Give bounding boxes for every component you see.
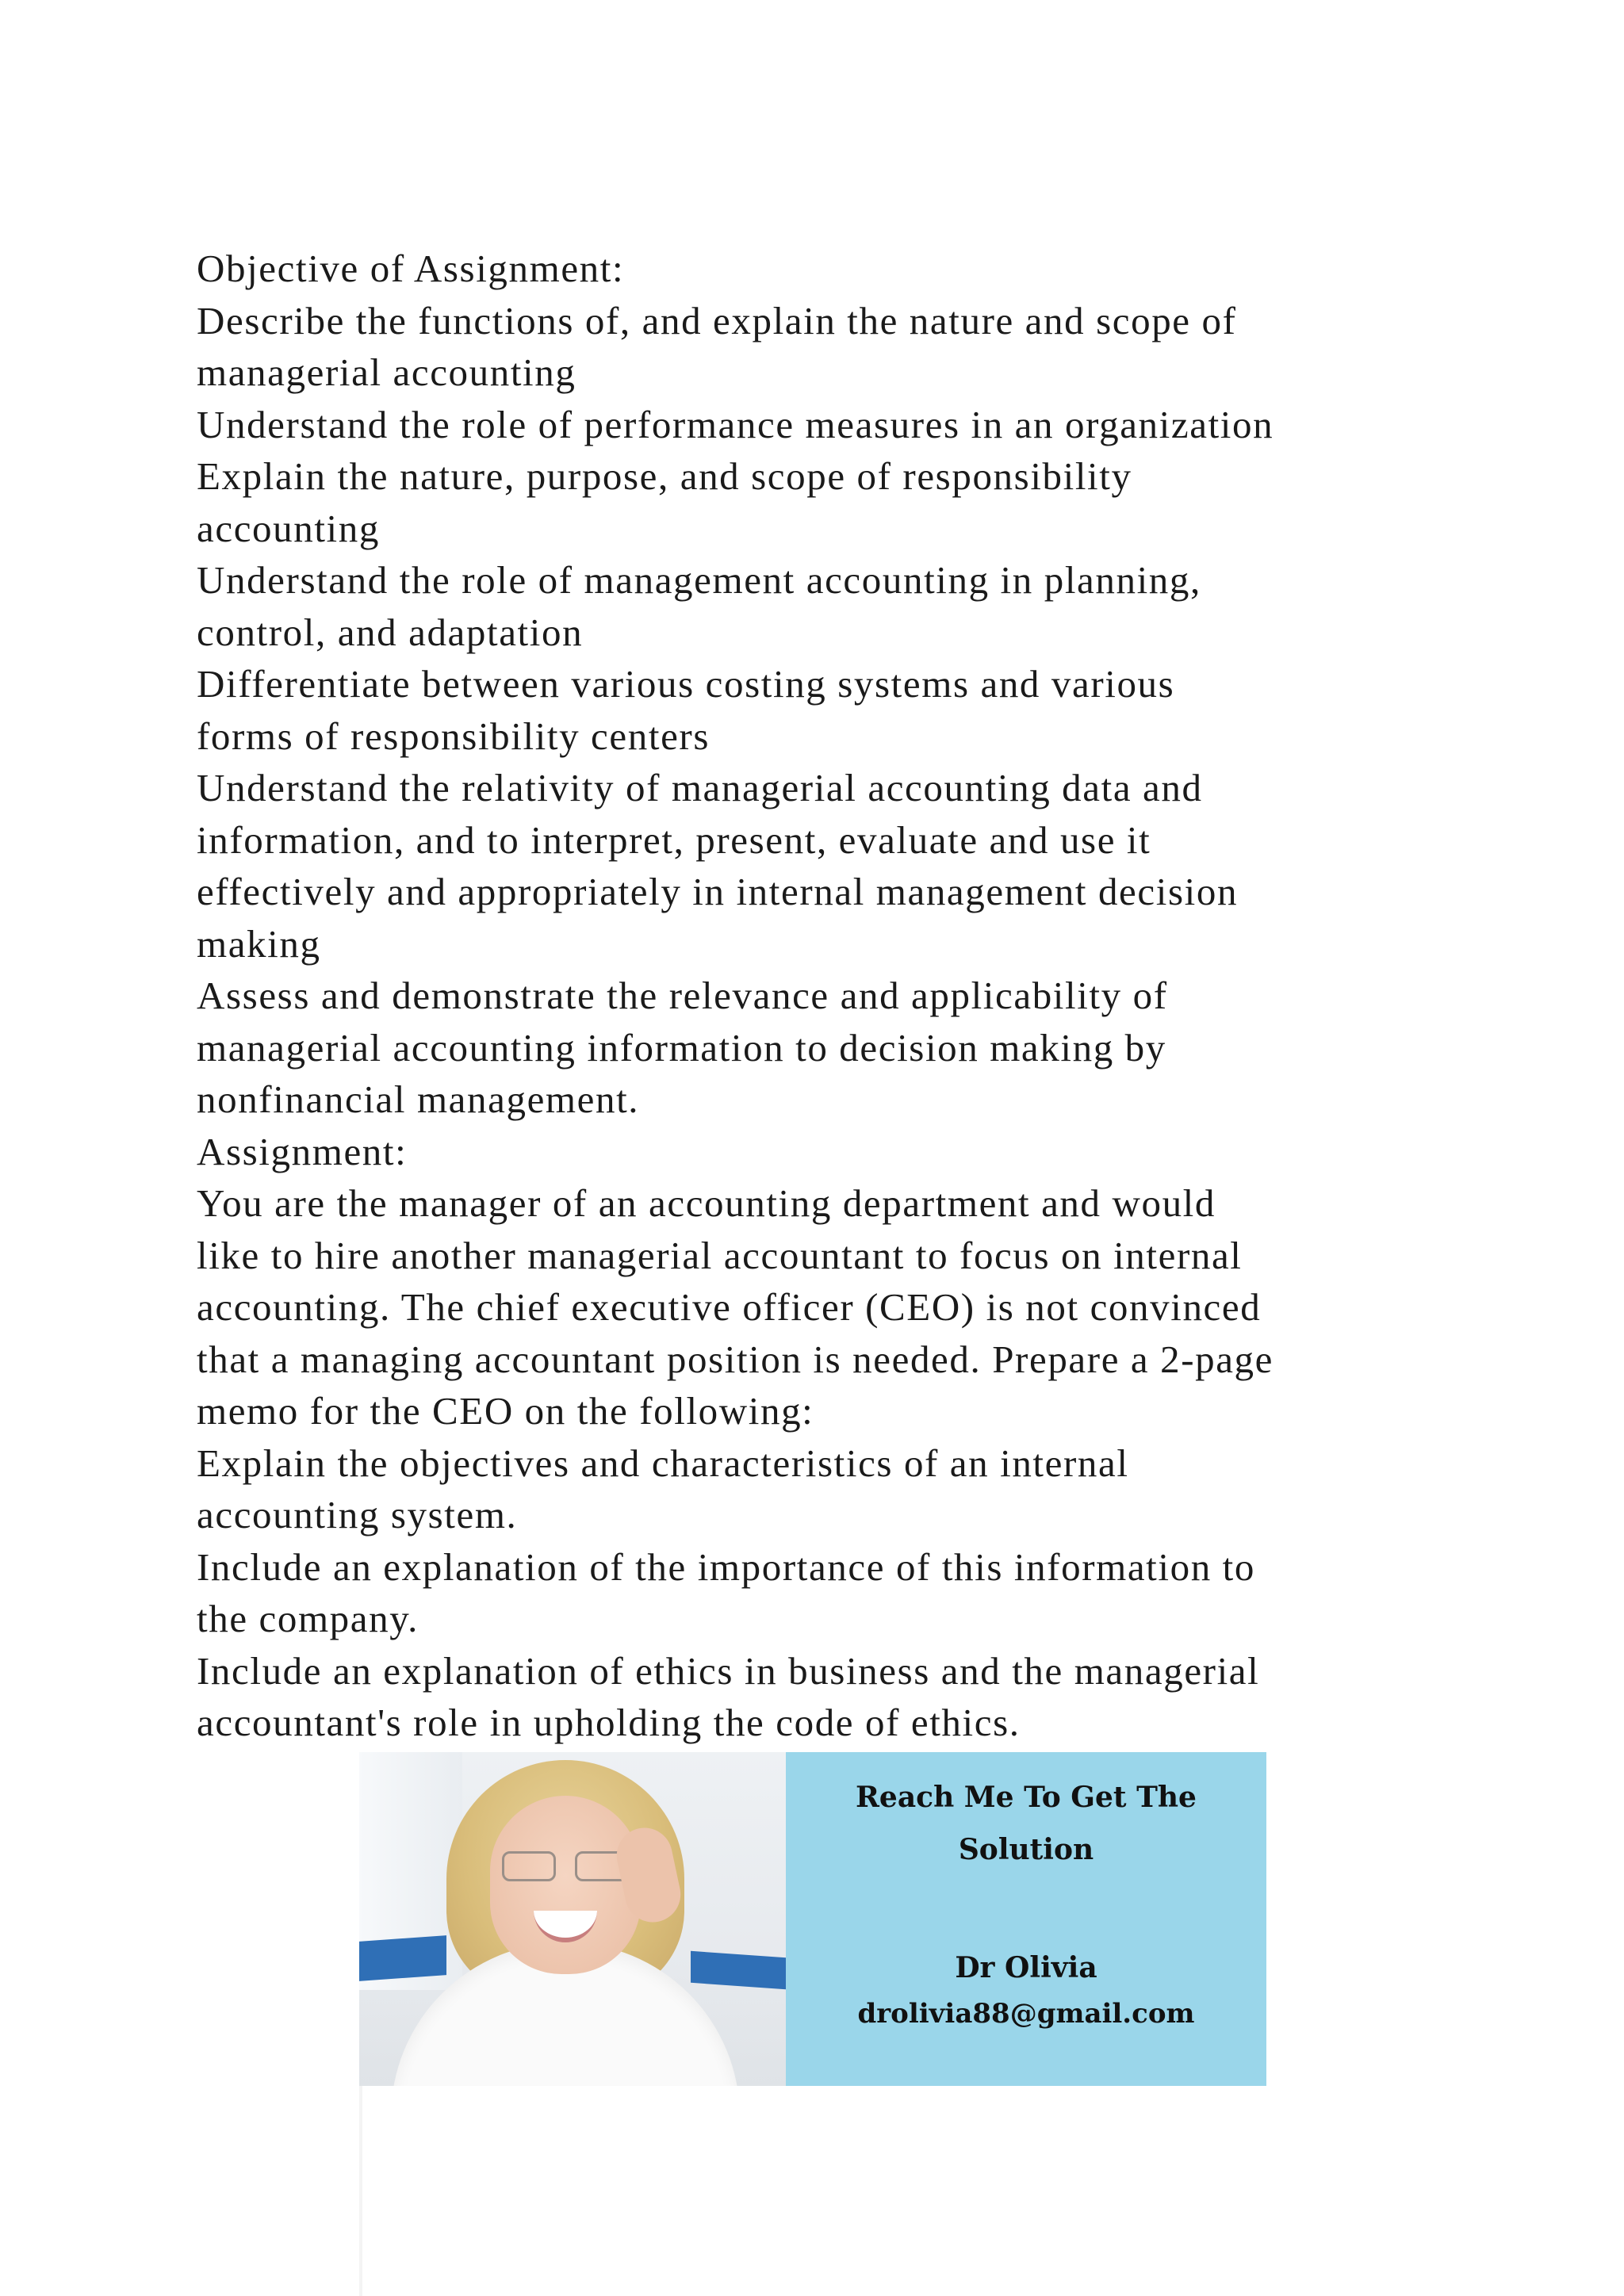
text-line: Include an explanation of the importance of this information to [197, 1544, 1255, 1589]
ad-banner [359, 1752, 1266, 2086]
text-line: managerial accounting information to decision making by [197, 1025, 1166, 1070]
text-line: Include an explanation of ethics in business and the managerial [197, 1648, 1260, 1693]
text-line: Understand the role of management accounting in planning, [197, 558, 1201, 602]
contact-panel [786, 1752, 1266, 2086]
background-shelf [359, 1935, 446, 1981]
divider [359, 2086, 362, 2296]
text-line: Explain the nature, purpose, and scope of responsibility [197, 454, 1132, 498]
text-line: Assess and demonstrate the relevance and applicability of [197, 974, 1168, 1017]
text-line: memo for the CEO on the following: [197, 1389, 814, 1433]
contact-email: drolivia88@gmail.com [857, 1998, 1195, 2030]
face-shape [490, 1796, 641, 1974]
text-line: forms of responsibility centers [197, 714, 710, 758]
text-line: nonfinancial management. [197, 1077, 640, 1121]
heading-assignment: Assignment: [197, 1129, 408, 1173]
text-line: Understand the relativity of managerial accounting data and [197, 766, 1203, 809]
text-line: that a managing accountant position is needed. Prepare a 2-page [197, 1337, 1274, 1381]
text-line: Differentiate between various costing systems and various [197, 662, 1175, 706]
text-line: like to hire another managerial accountant to focus on internal [197, 1233, 1243, 1277]
text-line: Explain the objectives and characteristics of an internal [197, 1441, 1129, 1485]
text-line: Describe the functions of, and explain the nature and scope of [197, 298, 1237, 342]
text-line: accounting. The chief executive officer (CEO) is not convinced [197, 1285, 1262, 1329]
text-line: information, and to interpret, present, evaluate and use it [197, 817, 1151, 862]
contact-name: Dr Olivia [955, 1951, 1097, 1984]
text-line: managerial accounting [197, 350, 576, 394]
document-body [197, 243, 1497, 1749]
text-line: accountant's role in upholding the code of ethics. [197, 1701, 1021, 1744]
text-line: You are the manager of an accounting department and would [197, 1181, 1216, 1225]
text-line: control, and adaptation [197, 610, 584, 654]
background-shelf [691, 1951, 786, 1989]
text-line: accounting system. [197, 1493, 518, 1536]
text-line: accounting [197, 506, 380, 550]
glasses-icon [502, 1851, 629, 1880]
heading-objective: Objective of Assignment: [197, 247, 625, 290]
text-line: the company. [197, 1597, 419, 1640]
woman-photo [359, 1752, 786, 2086]
text-line: making [197, 921, 321, 966]
text-line: Understand the role of performance measures in an organization [197, 402, 1274, 446]
banner-headline: Reach Me To Get The [856, 1781, 1197, 1814]
banner-headline-2: Solution [958, 1833, 1094, 1866]
text-line: effectively and appropriately in internal management decision [197, 870, 1239, 913]
